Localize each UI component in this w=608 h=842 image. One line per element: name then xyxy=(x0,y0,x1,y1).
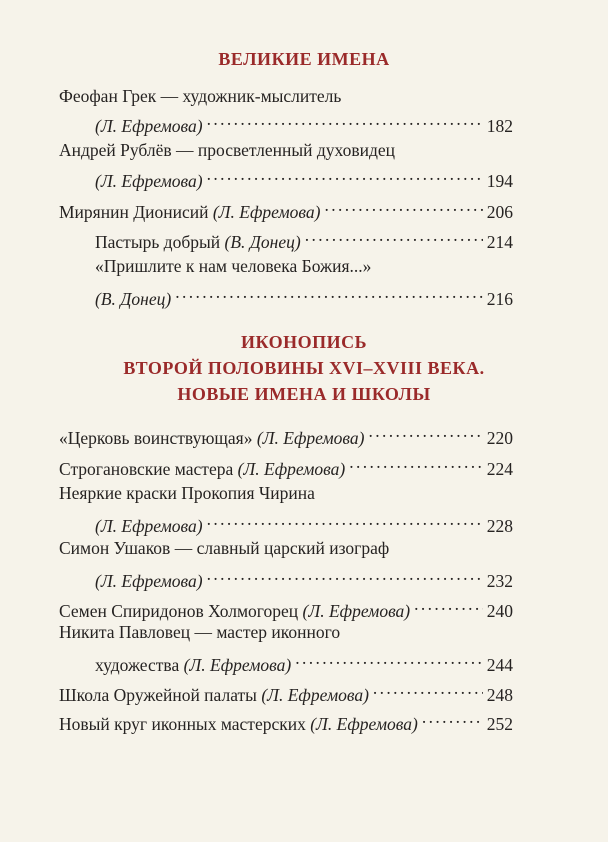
toc-entry-author: (В. Донец) xyxy=(224,232,301,252)
toc-entry-page: 224 xyxy=(486,459,513,479)
toc-entry-page: 252 xyxy=(486,714,513,734)
dot-leader xyxy=(414,591,483,617)
toc-entry-page: 228 xyxy=(486,516,513,536)
toc-entry-author: (Л. Ефремова) xyxy=(237,459,346,479)
toc-entry[interactable] xyxy=(59,449,513,479)
dot-leader xyxy=(422,704,483,730)
toc-entry-author: (Л. Ефремова) xyxy=(310,714,418,734)
toc-entry-page: 232 xyxy=(486,571,513,591)
dot-leader xyxy=(305,222,483,248)
toc-entry-title: Школа Оружейной палаты xyxy=(59,685,257,705)
toc-entry[interactable] xyxy=(95,161,513,191)
toc-entry-author: (Л. Ефремова) xyxy=(95,516,203,536)
dot-leader xyxy=(349,449,483,475)
toc-entry-author: (В. Донец) xyxy=(95,289,172,309)
toc-entry[interactable] xyxy=(59,675,513,705)
toc-entry-author: (Л. Ефремова) xyxy=(256,428,365,448)
toc-entry-page: 240 xyxy=(486,601,513,621)
toc-entry-title: Мирянин Дионисий xyxy=(59,202,209,222)
toc-entry[interactable] xyxy=(59,418,513,448)
toc-entry[interactable] xyxy=(95,106,513,136)
toc-entry[interactable] xyxy=(95,506,513,536)
toc-entry-author: (Л. Ефремова) xyxy=(183,655,292,675)
toc-entry-title: Строгановские мастера xyxy=(59,459,234,479)
section-subtitle-schools: НОВЫЕ ИМЕНА И ШКОЛЫ xyxy=(177,384,431,404)
toc-entry-author: (Л. Ефремова) xyxy=(95,571,203,591)
toc-entry-page: 244 xyxy=(486,655,513,675)
dot-leader xyxy=(207,161,483,187)
toc-entry-title: Новый круг иконных мастерских xyxy=(59,714,306,734)
toc-entry[interactable] xyxy=(59,591,513,621)
dot-leader xyxy=(207,106,483,132)
dot-leader xyxy=(207,506,483,532)
dot-leader xyxy=(295,645,483,671)
toc-entry-author: (Л. Ефремова) xyxy=(261,685,369,705)
toc-entry-page: 214 xyxy=(486,232,513,252)
dot-leader xyxy=(175,279,483,305)
toc-entry-title: Пастырь добрый xyxy=(95,232,221,252)
toc-entry[interactable] xyxy=(59,192,513,222)
toc-entry-page: 248 xyxy=(486,685,513,705)
toc-entry-author: (Л. Ефремова) xyxy=(302,601,411,621)
toc-entry-title: Семен Спиридонов Холмогорец xyxy=(59,601,299,621)
dot-leader xyxy=(368,418,482,444)
dot-leader xyxy=(373,675,483,701)
section-subtitle-period: ВТОРОЙ ПОЛОВИНЫ XVI–XVIII ВЕКА. xyxy=(123,358,485,378)
toc-entry-author: (Л. Ефремова) xyxy=(95,116,203,136)
toc-entry[interactable] xyxy=(59,704,513,734)
toc-entry-title-cont: художества xyxy=(95,655,180,675)
toc-entry[interactable] xyxy=(95,645,513,675)
toc-entry-page: 182 xyxy=(486,116,513,136)
toc-entry-title: «Церковь воинствующая» xyxy=(59,428,253,448)
toc-entry-author: (Л. Ефремова) xyxy=(95,171,203,191)
toc-entry-title: Андрей Рублёв — просветленный духовидец xyxy=(59,140,395,160)
toc-entry-page: 194 xyxy=(486,171,513,191)
toc-entry-title: Никита Павловец — мастер иконного xyxy=(59,622,341,642)
section-title-iconography: ИКОНОПИСЬ xyxy=(240,332,367,352)
toc-entry-title: Симон Ушаков — славный царский изограф xyxy=(59,538,390,558)
toc-entry[interactable] xyxy=(95,279,513,309)
toc-entry-page: 220 xyxy=(486,428,513,448)
toc-entry-page: 216 xyxy=(486,289,513,309)
toc-entry-title: Неяркие краски Прокопия Чирина xyxy=(59,483,315,503)
section-title-great-names: ВЕЛИКИЕ ИМЕНА xyxy=(218,49,390,69)
toc-entry-author: (Л. Ефремова) xyxy=(212,202,321,222)
dot-leader xyxy=(324,192,482,218)
toc-entry-page: 206 xyxy=(486,202,513,222)
toc-entry-title: «Пришлите к нам человека Божия...» xyxy=(95,256,372,276)
toc-entry[interactable] xyxy=(95,222,513,252)
toc-entry-title: Феофан Грек — художник-мыслитель xyxy=(59,86,342,106)
toc-entry[interactable] xyxy=(95,561,513,591)
dot-leader xyxy=(207,561,483,587)
